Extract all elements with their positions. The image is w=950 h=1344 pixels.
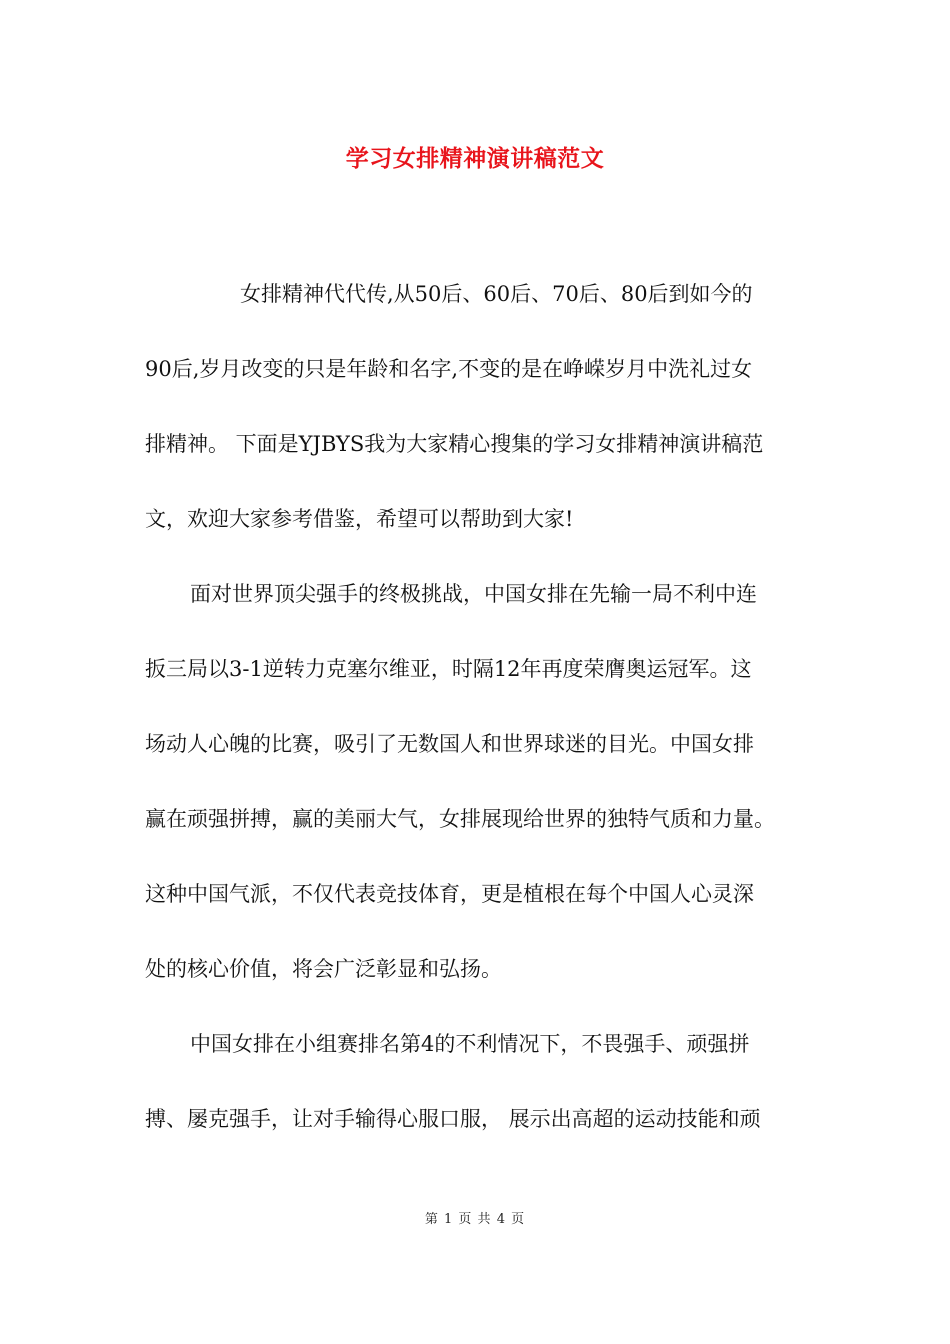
paragraph-1-line-1: 女排精神代代传,从50后、60后、70后、80后到如今的 (240, 282, 753, 306)
page-footer: 第 1 页 共 4 页 (424, 1212, 526, 1227)
paragraph-2-line-5: 这种中国气派，不仅代表竞技体育，更是植根在每个中国人心灵深 (145, 882, 754, 906)
document-title: 学习女排精神演讲稿范文 (345, 145, 605, 172)
paragraph-2-line-1: 面对世界顶尖强手的终极挑战，中国女排在先输一局不利中连 (190, 582, 757, 606)
paragraph-1-line-4: 文，欢迎大家参考借鉴，希望可以帮助到大家! (145, 507, 574, 531)
paragraph-1-line-2: 90后,岁月改变的只是年龄和名字,不变的是在峥嵘岁月中洗礼过女 (145, 357, 753, 381)
paragraph-3-line-2: 搏、屡克强手，让对手输得心服口服， 展示出高超的运动技能和顽 (145, 1107, 761, 1131)
paragraph-2-line-6: 处的核心价值，将会广泛彰显和弘扬。 (145, 957, 502, 981)
paragraph-2-line-4: 赢在顽强拼搏，赢的美丽大气，女排展现给世界的独特气质和力量。 (145, 807, 775, 831)
paragraph-3-line-1: 中国女排在小组赛排名第4的不利情况下，不畏强手、顽强拼 (190, 1032, 750, 1056)
paragraph-1-line-3: 排精神。 下面是YJBYS我为大家精心搜集的学习女排精神演讲稿范 (145, 432, 764, 456)
paragraph-2-line-3: 场动人心魄的比赛，吸引了无数国人和世界球迷的目光。中国女排 (145, 732, 754, 756)
paragraph-2-line-2: 扳三局以3-1逆转力克塞尔维亚，时隔12年再度荣膺奥运冠军。这 (145, 657, 752, 681)
